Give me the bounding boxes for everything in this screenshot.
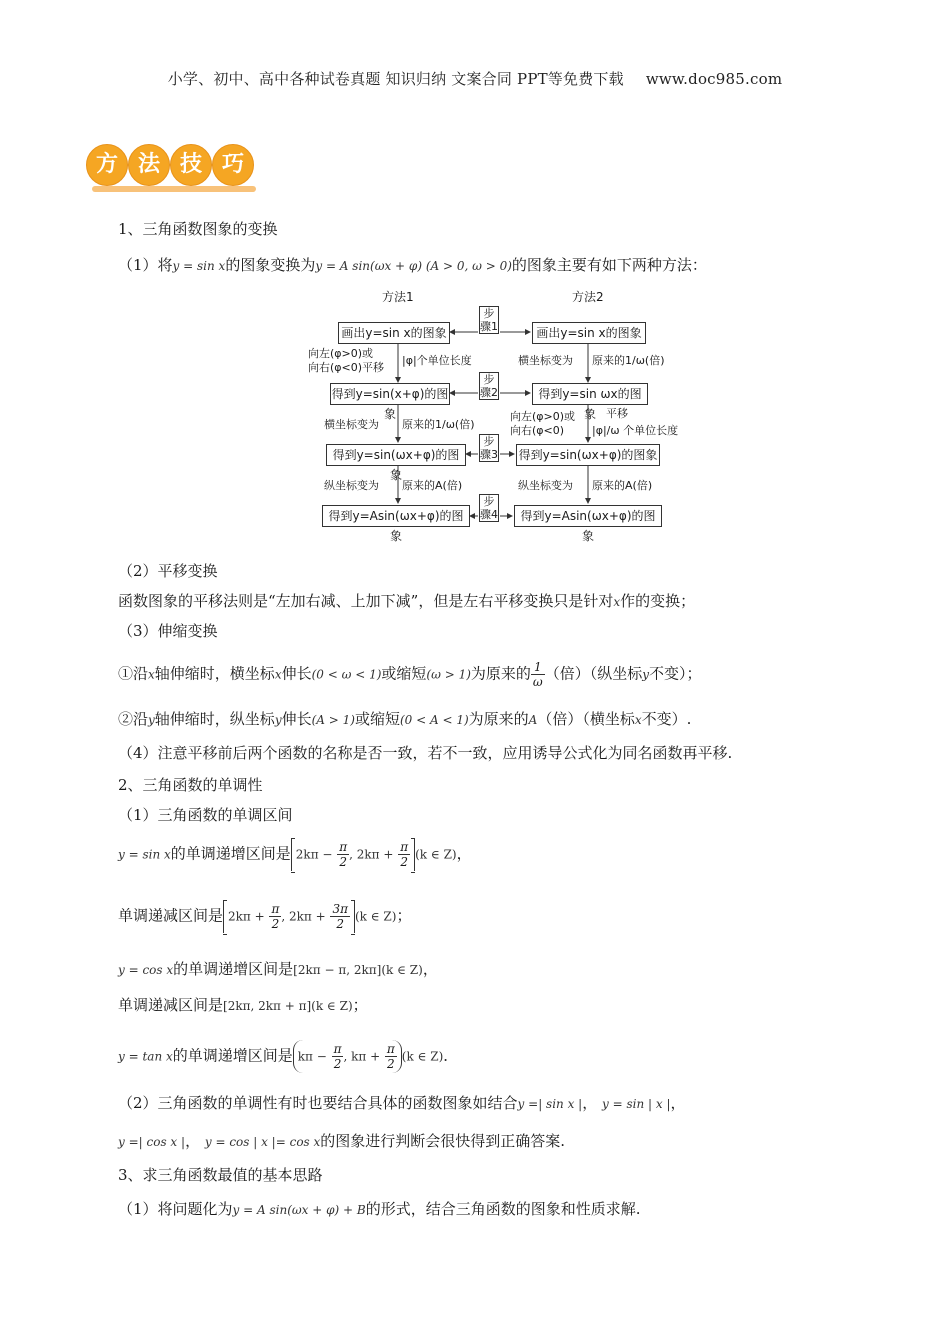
interval-bracket: 2kπ − $\frac{\pi}{2}$ , 2kπ + $\frac{\pi}{2}$: [291, 838, 415, 871]
s2-cos-increasing: y = cos x的单调递增区间是[2kπ − π, 2kπ](k ∈ Z)，: [118, 960, 438, 978]
transform-diagram: [300, 284, 690, 544]
s1-p3-heading: （3）伸缩变换: [118, 622, 218, 640]
m1-label-1b: 向右(φ<0)平移: [308, 361, 385, 374]
m1-label-1a: 向左(φ>0)或: [308, 347, 374, 360]
s2-p1: （1）三角函数的单调区间: [118, 806, 293, 824]
s2-tan-increasing: y = tan x的单调递增区间是 kπ − $\frac{\pi}{2}$ , kπ + $\frac{\pi}{2}$ (k ∈ Z)．: [118, 1042, 459, 1071]
badge-char-1: 方: [86, 144, 128, 186]
m2-box-4: 得到y=Asin(ωx+φ)的图象: [514, 505, 662, 527]
s1-p3-item-2: ②沿y轴伸缩时，纵坐标y伸长(A > 1)或缩短(0 < A < 1)为原来的A（倍）（横坐标x不变）.: [118, 710, 692, 728]
s2-cos-decreasing: 单调递减区间是[2kπ, 2kπ + π](k ∈ Z)；: [118, 996, 368, 1014]
s2-p2-line-2: y =| cos x |， y = cos | x |= cos x的图象进行判断会很快得到正确答案.: [118, 1132, 566, 1150]
s1-p2-heading: （2）平移变换: [118, 562, 218, 580]
s2-p2-line-1: （2）三角函数的单调性有时也要结合具体的函数图象如结合y =| sin x |， y = sin | x |，: [118, 1094, 686, 1112]
badge-char-4: 巧: [212, 144, 254, 186]
m2-label-1a: 横坐标变为: [518, 354, 573, 367]
m1-label-2b: 原来的1/ω(倍): [402, 418, 475, 431]
method-1-heading: 方法1: [382, 290, 414, 304]
m1-label-3b: 原来的A(倍): [402, 479, 463, 492]
interval-paren: kπ − $\frac{\pi}{2}$ , kπ + $\frac{\pi}{2}$: [293, 1040, 402, 1073]
step-2-box: 步骤2: [480, 373, 498, 399]
s1-paragraph-1: （1）将y = sin x的图象变换为y = A sin(ωx + φ) (A > 0, ω > 0)的图象主要有如下两种方法：: [118, 256, 707, 274]
s1-p3-item-1: ①沿x轴伸缩时，横坐标x伸长(0 < ω < 1)或缩短(ω > 1)为原来的 $\frac{1}{\omega}$ （倍）（纵坐标y不变）；: [118, 660, 702, 689]
method-2-heading: 方法2: [572, 290, 604, 304]
m2-label-2c: 平移: [606, 407, 628, 420]
s2-sin-decreasing: 单调递减区间是 2kπ + $\frac{\pi}{2}$ , 2kπ + $\frac{3\pi}{2}$ (k ∈ Z)；: [118, 902, 412, 931]
m2-label-1b: 原来的1/ω(倍): [592, 354, 665, 367]
m2-label-2d: |φ|/ω 个单位长度: [592, 424, 679, 437]
step-3-box: 步骤3: [480, 435, 498, 461]
section-3-title: 3、求三角函数最值的基本思路: [118, 1166, 323, 1184]
m2-label-2b: 向右(φ<0): [510, 424, 565, 437]
m1-label-1c: |φ|个单位长度: [402, 354, 472, 367]
section-2-title: 2、三角函数的单调性: [118, 776, 263, 794]
m1-label-3a: 纵坐标变为: [324, 479, 379, 492]
m1-box-3: 得到y=sin(ωx+φ)的图象: [326, 444, 466, 466]
m2-label-3b: 原来的A(倍): [592, 479, 653, 492]
fraction-one-over-omega: $\frac{1}{\omega}$: [532, 660, 543, 689]
m1-box-1: 画出y=sin x的图象: [338, 322, 450, 344]
m1-box-2: 得到y=sin(x+φ)的图象: [330, 383, 450, 405]
m2-label-2a: 向左(φ>0)或: [510, 410, 576, 423]
s1-p2-text: 函数图象的平移法则是“左加右减、上加下减”，但是左右平移变换只是针对x作的变换；: [118, 592, 696, 610]
interval-bracket: 2kπ + $\frac{\pi}{2}$ , 2kπ + $\frac{3\pi}{2}$: [223, 900, 355, 933]
m2-box-3: 得到y=sin(ωx+φ)的图象: [516, 444, 660, 466]
s2-sin-increasing: y = sin x的单调递增区间是 2kπ − $\frac{\pi}{2}$ , 2kπ + $\frac{\pi}{2}$ (k ∈ Z)，: [118, 840, 472, 869]
header-text: 小学、初中、高中各种试卷真题 知识归纳 文案合同 PPT等免费下载: [167, 70, 624, 88]
m2-box-2: 得到y=sin ωx的图象: [532, 383, 648, 405]
section-badge: [86, 142, 256, 192]
section-1-title: 1、三角函数图象的变换: [118, 220, 278, 238]
s1-p4: （4）注意平移前后两个函数的名称是否一致，若不一致，应用诱导公式化为同名函数再平移.: [118, 744, 733, 762]
badge-char-3: 技: [170, 144, 212, 186]
m2-box-1: 画出y=sin x的图象: [532, 322, 646, 344]
m2-label-3a: 纵坐标变为: [518, 479, 573, 492]
header-site[interactable]: www.doc985.com: [645, 70, 783, 88]
badge-char-2: 法: [128, 144, 170, 186]
s3-p1: （1）将问题化为y = A sin(ωx + φ) + B的形式，结合三角函数的图象和性质求解.: [118, 1200, 641, 1218]
page-header: [0, 68, 950, 89]
step-1-box: 步骤1: [480, 307, 498, 333]
m1-box-4: 得到y=Asin(ωx+φ)的图象: [322, 505, 470, 527]
step-4-box: 步骤4: [480, 495, 498, 521]
m1-label-2a: 横坐标变为: [324, 418, 379, 431]
badge-underline: [92, 186, 256, 192]
